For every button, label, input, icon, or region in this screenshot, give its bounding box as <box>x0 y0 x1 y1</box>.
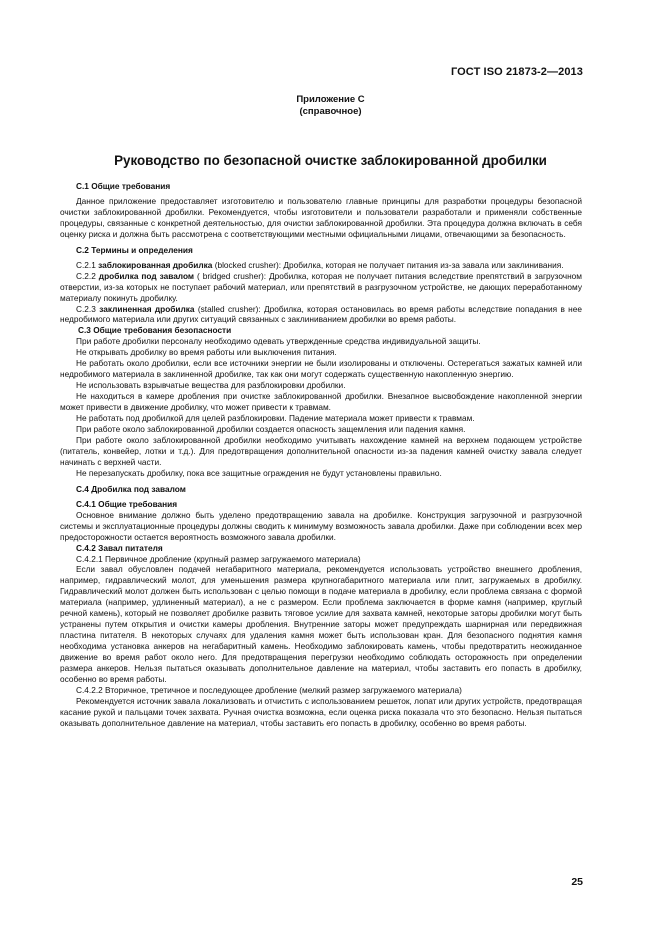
section-c42-heading: С.4.2 Завал питателя <box>76 542 163 553</box>
c3-item: Не работать около дробилки, если все источники энергии не были изолированы и отключены. Остерегаться зажатых камней или недробимого материала в заклиненной дробилке, так как они могут содержать существенную накопленную энергию. <box>60 358 582 380</box>
term-c22 <box>60 271 582 304</box>
section-c422-text: Рекомендуется источник завала локализовать и отчистить с использованием решеток, лопат или других устройств, предотвращая касание рукой и пальцами точек захвата. Ручная очистка возможна, если оценка риска показала что это безопасно. Нельзя пытаться оказывать дополнительное давление на материал, чтобы заставить его попасть в дробилку, особенно во время работы. <box>60 695 582 728</box>
term-c22-definition: ( bridged crusher): Дробилка, которая не получает питания вследствие препятствий в загрузочном отверстии, из-за которых не поступает рабочий материал, или препятствий в разгрузочном устройстве, не дающих переработанному материалу покинуть дробилку. <box>60 270 582 303</box>
section-c421-text: Если завал обусловлен подачей негабаритного материала, рекомендуется использовать устройство внешнего дробления, например, гидравлический молот, для уменьшения размера крупногабаритного материала или плит, загружаемых в дробилку. Гидравлический молот должен быть использован с целью помощи в подаче материала в дробилку, если проблема связана с формой материала (например, удлиненный материал), а не с размером. Если проблема заключается в форме камня (например, круглый речной камень), который не позволяет дробилке развить тяговое усилие для захвата камней, некоторые заторы дробилки могут быть устранены путем открытия и очистки камеры дробления. Внутренние заторы может предупреждать шарнирная или передвижная пластина питателя. В некоторых случаях для удаления камня может быть использован кран. Для безопасного поднятия камня необходима установка анкеров на негабаритный камень. Необходимо заблокировать камень, чтобы предотвратить неожиданное движение во время работ около него. Для предотвращения перегрузки необходимо соблюдать осторожность при определении размера анкеров. Нельзя пытаться оказывать дополнительное давление на материал, чтобы заставить его попасть в дробилку, особенно во время работы. <box>60 564 582 684</box>
term-c23-term: заклиненная дробилка <box>99 303 195 314</box>
term-c22-number: С.2.2 <box>76 270 96 281</box>
c3-item: При работе около заблокированной дробилки необходимо учитывать нахождение камней на верхнем подающем устройстве (питатель, конвейер, лотки и т.д.). Для предотвращения дополнительной опасности из-за падения камней очистку завала следует начинать с верхней части. <box>60 434 582 467</box>
annex-heading <box>0 94 661 118</box>
c3-item: При работе дробилки персоналу необходимо одевать утвержденные средства индивидуальной защиты. <box>76 336 481 347</box>
term-c21-definition: (blocked crusher): Дробилка, которая не получает питания из-за завала или заклинивания. <box>214 259 564 270</box>
section-c4-heading: С.4 Дробилка под завалом <box>76 483 186 494</box>
section-c41-heading: С.4.1 Общие требования <box>76 498 178 509</box>
section-c2-heading: С.2 Термины и определения <box>76 244 193 255</box>
annex-title: Приложение С <box>296 94 365 105</box>
c3-item: Не использовать взрывчатые вещества для разблокировки дробилки. <box>76 380 346 391</box>
c3-item: При работе около заблокированной дробилки создается опасность защемления или падения камня. <box>76 424 466 435</box>
document-title: Руководство по безопасной очистке заблокированной дробилки <box>114 153 547 168</box>
standard-code: ГОСТ ISO 21873-2—2013 <box>450 66 583 78</box>
term-c21-term: заблокированная дробилка <box>98 259 213 270</box>
c3-item: Не перезапускать дробилку, пока все защитные ограждения не будут установлены правильно. <box>76 467 442 478</box>
term-c21-number: С.2.1 <box>76 259 96 270</box>
section-c421-heading: С.4.2.1 Первичное дробление (крупный размер загружаемого материала) <box>76 553 361 564</box>
section-c1-text: Данное приложение предоставляет изготовителю и пользователю главные принципы для разработки процедуры безопасной очистки заблокированной дробилки. Рекомендуется, чтобы изготовители и пользователи разработали и применяли собственные процедуры, связанные с конкретной деятельностью, для очистки заблокированной дробилки. Эта процедура должна включать в себя оценку риска и должна быть рассмотрена с соответствующими местными официальными лицами, отвечающими за безопасность. <box>60 195 582 239</box>
term-c22-term: дробилка под завалом <box>98 270 195 281</box>
term-c21 <box>60 260 582 271</box>
c3-item: Не работать под дробилкой для целей разблокировки. Падение материала может привести к травмам. <box>76 413 475 424</box>
term-c23-definition: (stalled crusher): Дробилка, которая остановилась во время работы вследствие попадания в нее недробимого материала или других ситуаций связанных с заклиниванием дробилки во время работы. <box>60 303 582 325</box>
annex-subtitle: (справочное) <box>299 106 362 117</box>
section-c1-heading: С.1 Общие требования <box>76 181 171 191</box>
section-c3-heading: С.3 Общие требования безопасности <box>78 325 232 336</box>
c3-item: Не находиться в камере дробления при очистке заблокированной дробилки. Внезапное высвобождение накопленной энергии может привести в движение дробилку, что может привести к травмам. <box>60 391 582 413</box>
section-c41-text: Основное внимание должно быть уделено предотвращению завала на дробилке. Конструкция загрузочной и разгрузочной системы и эксплуатационные процедуры должны сводить к минимуму возможность завала дробилки. Даже при соблюдении всех мер предосторожности остается вероятность возможного завала дробилки. <box>60 509 582 542</box>
section-c422-heading: С.4.2.2 Вторичное, третичное и последующее дробление (мелкий размер загружаемого материала) <box>76 684 462 695</box>
term-c23-number: С.2.3 <box>76 303 96 314</box>
term-c23 <box>60 304 582 326</box>
document-body <box>60 181 582 729</box>
c3-item: Не открывать дробилку во время работы или выключения питания. <box>76 347 337 358</box>
page-number: 25 <box>571 876 583 888</box>
